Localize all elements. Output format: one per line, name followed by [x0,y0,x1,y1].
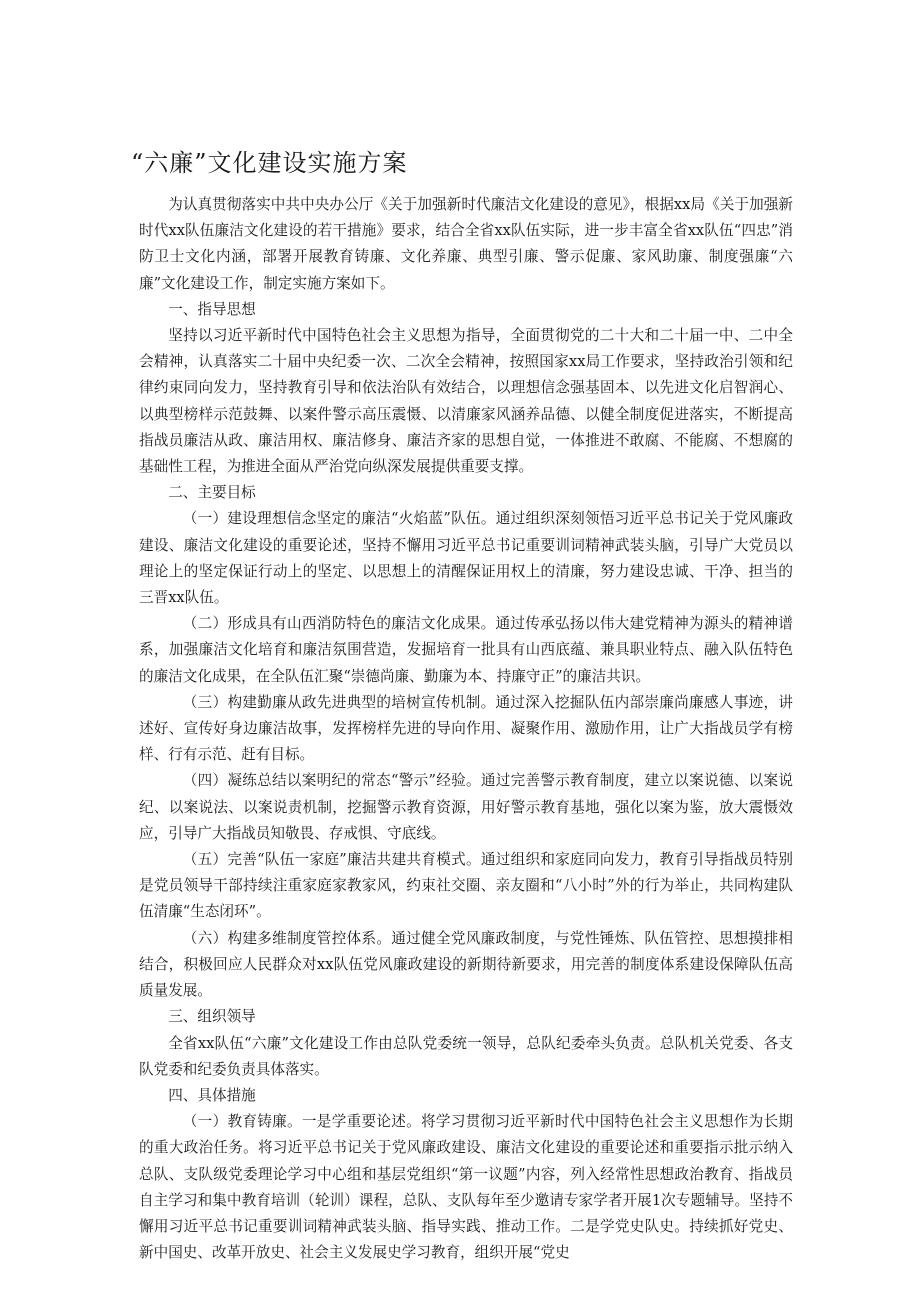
intro-paragraph: 为认真贯彻落实中共中央办公厅《关于加强新时代廉洁文化建设的意见》，根据xx局《关于加强新时代xx队伍廉洁文化建设的若干措施》要求，结合全省xx队伍实际，进一步丰富全省xx队伍“四忠”消防卫士文化内涵，部署开展教育铸廉、文化养廉、典型引廉、警示促廉、家风助廉、制度强廉“六廉”文化建设工作，制定实施方案如下。 [139,196,793,292]
document-title: “六廉”文化建设实施方案 [131,149,408,177]
section-heading-main-goals: 二、主要目标 [168,484,256,502]
goal-item-4: （四）凝练总结以案明纪的常态“警示”经验。通过完善警示教育制度，建立以案说德、以案说纪、以案说法、以案说责机制，挖掘警示教育资源，用好警示教育基地，强化以案为鉴，放大震慑效应，引导广大指战员知敬畏、存戒惧、守底线。 [139,772,793,842]
goal-item-6: （六）构建多维制度管控体系。通过健全党风廉政制度，与党性锤炼、队伍管控、思想摸排相结合，积极回应人民群众对xx队伍党风廉政建设的新期待新要求，用完善的制度体系建设保障队伍高质量发展。 [139,929,793,1000]
section-heading-organization: 三、组织领导 [168,1008,256,1026]
goal-item-2: （二）形成具有山西消防特色的廉洁文化成果。通过传承弘扬以伟大建党精神为源头的精神谱系，加强廉洁文化培育和廉洁氛围营造，发掘培育一批具有山西底蕴、兼具职业特点、融入队伍特色的廉洁文化成果，在全队伍汇聚“崇德尚廉、勤廉为本、持廉守正”的廉洁共识。 [139,615,793,685]
goal-item-3: （三）构建勤廉从政先进典型的培树宣传机制。通过深入挖掘队伍内部崇廉尚廉感人事迹，讲述好、宣传好身边廉洁故事，发挥榜样先进的导向作用、凝聚作用、激励作用，让广大指战员学有榜样、行有示范、赶有目标。 [139,693,793,764]
measure-item-1: （一）教育铸廉。一是学重要论述。将学习贯彻习近平新时代中国特色社会主义思想作为长期的重大政治任务。将习近平总书记关于党风廉政建设、廉洁文化建设的重要论述和重要指示批示纳入总队、支队级党委理论学习中心组和基层党组织“第一议题”内容，列入经常性思想政治教育、指战员自主学习和集中教育培训（轮训）课程，总队、支队每年至少邀请专家学者开展1次专题辅导。坚持不懈用习近平总书记重要训词精神武装头脑、指导实践、推动工作。二是学党史队史。持续抓好党史、新中国史、改革开放史、社会主义发展史学习教育，组织开展“党史 [139,1113,793,1262]
organization-paragraph: 全省xx队伍“六廉”文化建设工作由总队党委统一领导，总队纪委牵头负责。总队机关党委、各支队党委和纪委负责具体落实。 [139,1034,793,1078]
goal-item-1: （一）建设理想信念坚定的廉洁“火焰蓝”队伍。通过组织深刻领悟习近平总书记关于党风廉政建设、廉洁文化建设的重要论述，坚持不懈用习近平总书记重要训词精神武装头脑，引导广大党员以理论上的坚定保证行动上的坚定、以思想上的清醒保证用权上的清廉，努力建设忠诚、干净、担当的三晋xx队伍。 [139,510,793,607]
guiding-ideology-paragraph: 坚持以习近平新时代中国特色社会主义思想为指导，全面贯彻党的二十大和二十届一中、二中全会精神，认真落实二十届中央纪委一次、二次全会精神，按照国家xx局工作要求，坚持政治引领和纪律约束同向发力，坚持教育引导和依法治队有效结合，以理想信念强基固本、以先进文化启智润心、以典型榜样示范鼓舞、以案件警示高压震慑、以清廉家风涵养品德、以健全制度促进落实，不断提高指战员廉洁从政、廉洁用权、廉洁修身、廉洁齐家的思想自觉，一体推进不敢腐、不能腐、不想腐的基础性工程，为推进全面从严治党向纵深发展提供重要支撑。 [139,327,793,476]
section-heading-guiding-ideology: 一、指导思想 [168,300,256,318]
section-heading-measures: 四、具体措施 [168,1086,256,1104]
document-body [139,192,793,1266]
goal-item-5: （五）完善“队伍一家庭”廉洁共建共育模式。通过组织和家庭同向发力，教育引导指战员特别是党员领导干部持续注重家庭家教家风，约束社交圈、亲友圈和“八小时”外的行为举止，共同构建队伍清廉“生态闭环”。 [139,851,793,921]
